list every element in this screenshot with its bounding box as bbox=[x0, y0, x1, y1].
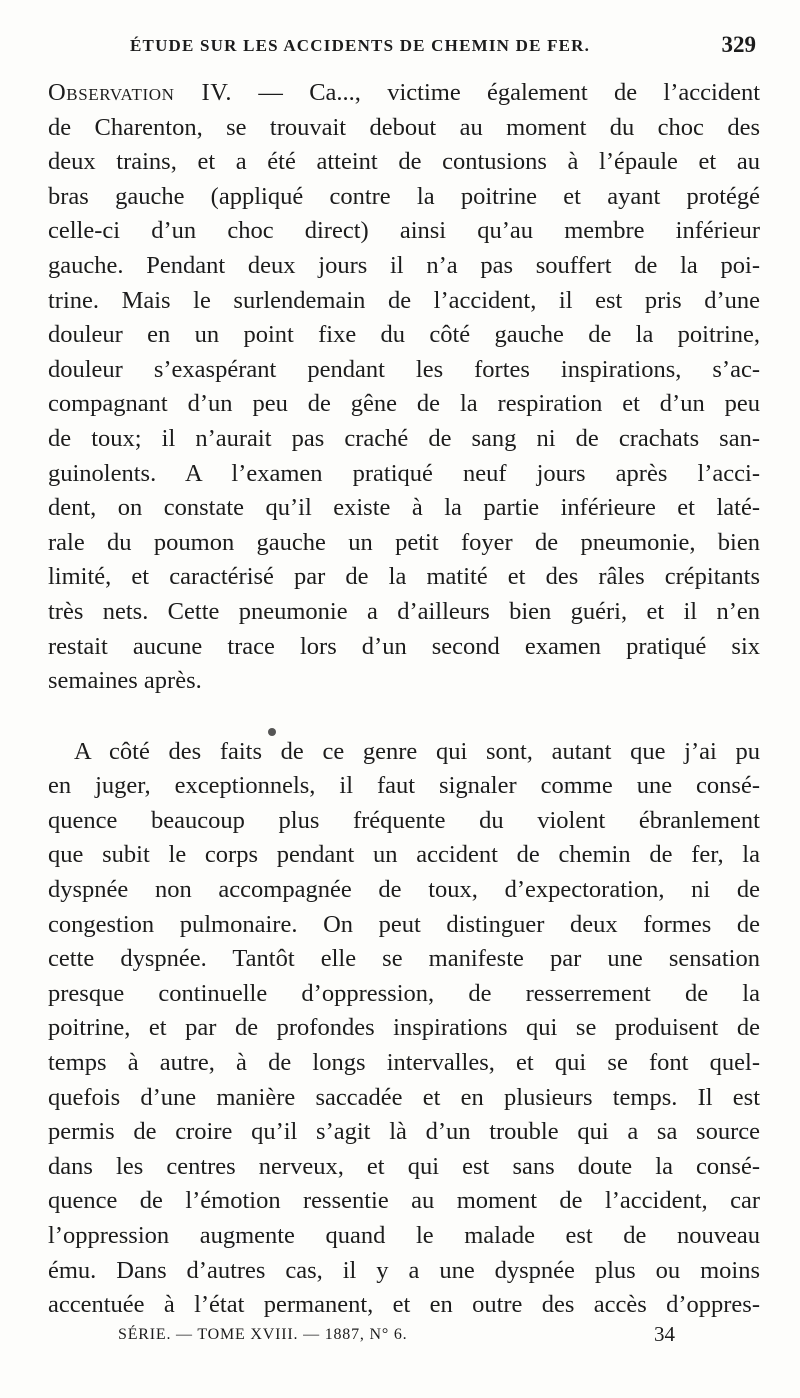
signature-number: 34 bbox=[654, 1322, 675, 1346]
paragraph-line: cette dyspnée. Tantôt elle se manifeste par une sensation bbox=[48, 945, 760, 973]
observation-line: guinolents. A l’examen pratiqué neuf jours après l’acci- bbox=[48, 459, 760, 487]
page-footer bbox=[0, 1322, 800, 1352]
paragraph-line: quefois d’une manière saccadée et en plusieurs temps. Il est bbox=[48, 1083, 760, 1111]
paragraph-line: dans les centres nerveux, et qui est sans doute la consé- bbox=[48, 1152, 760, 1180]
observation-label: Observation IV. bbox=[48, 79, 233, 106]
observation-line: restait aucune trace lors d’un second examen pratiqué six bbox=[48, 632, 760, 660]
observation-first-line bbox=[48, 76, 760, 111]
observation-line: limité, et caractérisé par de la matité et des râles crépitants bbox=[48, 563, 760, 591]
paragraph-line: quence beaucoup plus fréquente du violent ébranlement bbox=[48, 806, 760, 834]
paragraph-line: A côté des faits de ce genre qui sont, autant que j’ai pu bbox=[74, 737, 760, 765]
paragraph-line: quence de l’émotion ressentie au moment de l’accident, car bbox=[48, 1187, 760, 1215]
paragraph-line: accentuée à l’état permanent, et en outre des accès d’oppres- bbox=[48, 1291, 760, 1319]
paragraph-line: ému. Dans d’autres cas, il y a une dyspnée plus ou moins bbox=[48, 1256, 760, 1284]
body-text bbox=[48, 76, 760, 1323]
paragraph-line: dyspnée non accompagnée de toux, d’expectoration, ni de bbox=[48, 876, 760, 904]
paragraph-line: poitrine, et par de profondes inspirations qui se produisent de bbox=[48, 1014, 760, 1042]
observation-line: celle-ci d’un choc direct) ainsi qu’au membre inférieur bbox=[48, 217, 760, 245]
observation-line: deux trains, et a été atteint de contusions à l’épaule et au bbox=[48, 148, 760, 176]
observation-line: dent, on constate qu’il existe à la partie inférieure et laté- bbox=[48, 494, 760, 522]
running-title: ÉTUDE SUR LES ACCIDENTS DE CHEMIN DE FER. bbox=[130, 36, 591, 55]
paragraph-gap bbox=[48, 699, 760, 735]
paragraph-line: que subit le corps pendant un accident de chemin de fer, la bbox=[48, 841, 760, 869]
observation-line: trine. Mais le surlendemain de l’accident, il est pris d’une bbox=[48, 286, 760, 314]
paragraph-line: en juger, exceptionnels, il faut signaler comme une consé- bbox=[48, 772, 760, 800]
paragraph-line: permis de croire qu’il s’agit là d’un trouble qui a sa source bbox=[48, 1118, 760, 1146]
paragraph-line: l’oppression augmente quand le malade est de nouveau bbox=[48, 1222, 760, 1249]
observation-line: compagnant d’un peu de gêne de la respiration et d’un peu bbox=[48, 390, 760, 418]
running-header bbox=[0, 32, 800, 66]
observation-line: rale du poumon gauche un petit foyer de pneumonie, bien bbox=[48, 528, 760, 556]
ink-dot bbox=[268, 728, 276, 736]
paragraph-line: congestion pulmonaire. On peut distinguer deux formes de bbox=[48, 910, 760, 938]
observation-line: — Ca..., victime également de l’accident bbox=[232, 79, 760, 106]
observation-line: très nets. Cette pneumonie a d’ailleurs bien guéri, et il n’en bbox=[48, 597, 760, 625]
observation-line: gauche. Pendant deux jours il n’a pas souffert de la poi- bbox=[48, 251, 760, 279]
observation-line: douleur s’exaspérant pendant les fortes inspirations, s’ac- bbox=[48, 355, 760, 383]
paragraph-line: temps à autre, à de longs intervalles, et qui se font quel- bbox=[48, 1049, 760, 1077]
observation-line: bras gauche (appliqué contre la poitrine et ayant protégé bbox=[48, 182, 760, 210]
observation-line: douleur en un point fixe du côté gauche de la poitrine, bbox=[48, 321, 760, 349]
observation-line: semaines après. bbox=[48, 667, 202, 695]
page-number: 329 bbox=[721, 32, 756, 57]
paragraph-line: presque continuelle d’oppression, de resserrement de la bbox=[48, 979, 760, 1007]
footer-signature: SÉRIE. — TOME XVIII. — 1887, N° 6. bbox=[118, 1326, 408, 1343]
observation-line: de Charenton, se trouvait debout au moment du choc des bbox=[48, 113, 760, 141]
observation-line: de toux; il n’aurait pas craché de sang ni de crachats san- bbox=[48, 424, 760, 452]
